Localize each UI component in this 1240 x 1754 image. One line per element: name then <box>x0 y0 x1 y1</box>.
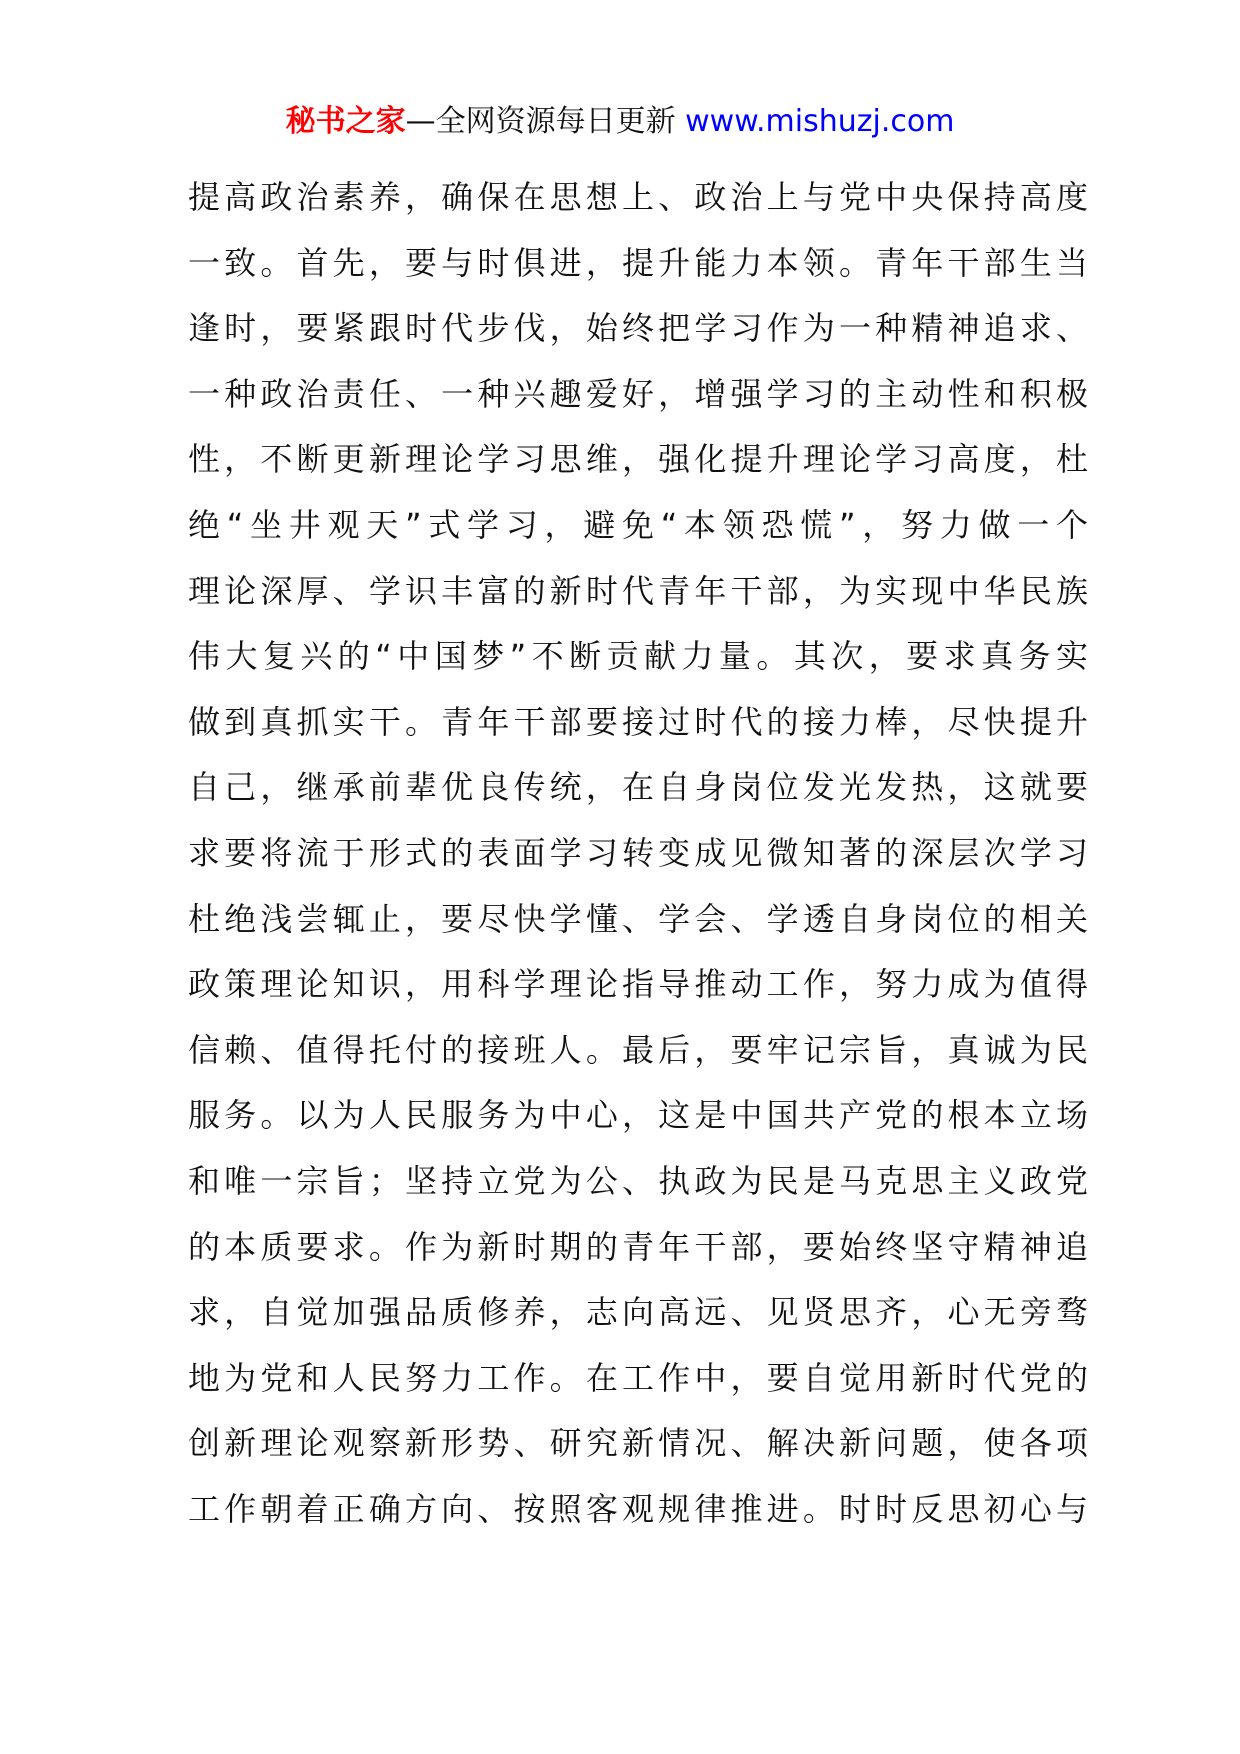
text-line: 服务。以为人民服务为中心，这是中国共产党的根本立场 <box>188 1096 1088 1135</box>
text-line: 提高政治素养，确保在思想上、政治上与党中央保持高度 <box>188 178 1088 216</box>
text-line: 性，不断更新理论学习思维，强化提升理论学习高度，杜 <box>188 440 1088 479</box>
site-brand: 秘书之家 <box>285 104 406 139</box>
text-line: 工作朝着正确方向、按照客观规律推进。时时反思初心与 <box>188 1489 1088 1528</box>
text-line: 自己，继承前辈优良传统，在自身岗位发光发热，这就要 <box>188 768 1088 807</box>
text-line: 和唯一宗旨；坚持立党为公、执政为民是马克思主义政党 <box>188 1161 1088 1200</box>
text-line: 杜绝浅尝辄止，要尽快学懂、学会、学透自身岗位的相关 <box>188 899 1088 938</box>
text-line: 信赖、值得托付的接班人。最后，要牢记宗旨，真诚为民 <box>188 1030 1088 1069</box>
text-line: 的本质要求。作为新时期的青年干部，要始终坚守精神追 <box>188 1227 1088 1266</box>
text-line: 做到真抓实干。青年干部要接过时代的接力棒，尽快提升 <box>188 702 1088 741</box>
text-line: 求，自觉加强品质修养，志向高远、见贤思齐，心无旁骛 <box>188 1293 1088 1332</box>
text-line: 地为党和人民努力工作。在工作中，要自觉用新时代党的 <box>188 1358 1088 1397</box>
text-line: 政策理论知识，用科学理论指导推动工作，努力成为值得 <box>188 965 1088 1004</box>
text-line: 创新理论观察新形势、研究新情况、解决新问题，使各项 <box>188 1424 1088 1463</box>
text-line: 逢时，要紧跟时代步伐，始终把学习作为一种精神追求、 <box>188 309 1088 348</box>
site-url-link[interactable]: www.mishuzj.com <box>685 104 955 139</box>
document-body <box>188 165 1088 1542</box>
text-line: 一种政治责任、一种兴趣爱好，增强学习的主动性和积极 <box>188 374 1088 413</box>
text-line: 一致。首先，要与时俱进，提升能力本领。青年干部生当 <box>188 243 1088 282</box>
text-line: 理论深厚、学识丰富的新时代青年干部，为实现中华民族 <box>188 571 1088 610</box>
site-slogan: —全网资源每日更新 <box>405 104 686 139</box>
text-line: 伟大复兴的“中国梦”不断贡献力量。其次，要求真务实 <box>188 637 1088 676</box>
text-line: 绝“坐井观天”式学习，避免“本领恐慌”，努力做一个 <box>188 505 1088 544</box>
text-line: 求要将流于形式的表面学习转变成见微知著的深层次学习 <box>188 833 1088 872</box>
page-header <box>0 100 1240 144</box>
